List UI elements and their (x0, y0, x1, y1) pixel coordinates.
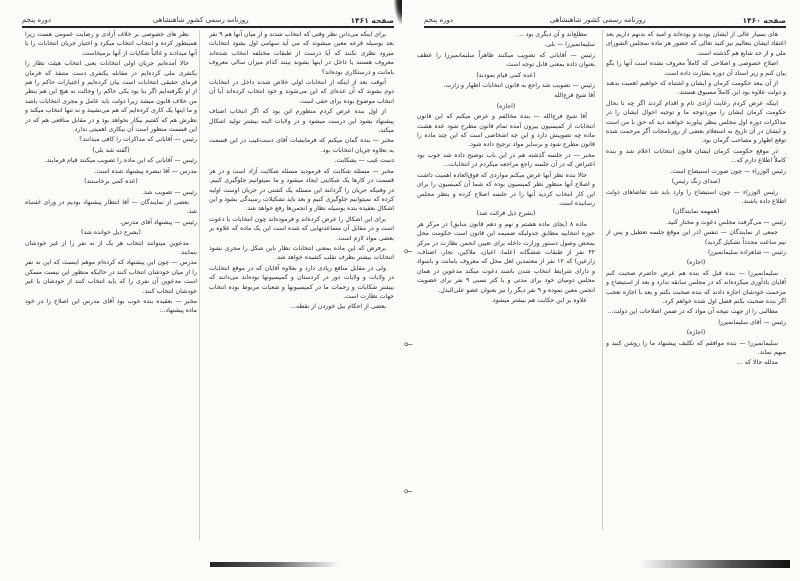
speaker-line: دست غیب — بشکایت. (334, 157, 394, 165)
scan-artifact (210, 562, 340, 567)
speaker-line: رئیس — آقای سلیمانمیرزا (718, 318, 786, 326)
paragraph: مدعوین میتوانند انتخاب هر یک از نه نفر را از غیر خودشان بنمایند. (25, 239, 197, 256)
stage-direction: (اجازه) (686, 329, 706, 337)
stage-direction: (همهمه نمایندگان) (672, 208, 720, 216)
paragraph: رئیس الوزراء — چون استیضاح را وارد باید شد تقاضاهای دولت اطلاع داده باشند. (606, 188, 786, 205)
speaker-line: رئیس — آقایانی که تصویب میکنند ظاهراً سلیمانمیرزا را عطف بعنوان داده بمعنی قابل توجه است. (417, 51, 595, 69)
journal-title: روزنامه رسمی کشور شاهنشاهی (152, 16, 249, 24)
paragraph: در موقع حکومت کرمان ایشان قانون انتخابات اعلام شد و بنده کاملاً اطلاع دارم که... (606, 147, 786, 165)
paragraph: آنوقت بعد از اینکه از انتخابات اولی خلاص شدند داخل در انتخابات دوم بشوند که آن عده‌ای که این می‌شوند و خود انتخاب کرده‌اند آیا آن انتخاب موضوع بوده برای حقی است. (209, 79, 394, 105)
speaker-line: رئیس — آقایانی که مذاکرات را کافی میدانند؟ (79, 136, 197, 144)
paragraph: علاوه بر این حکایت هم بیشتر میشود. (490, 296, 587, 304)
margin-annotation-mark: ⟜ (404, 484, 413, 497)
speaker-line: مخبر — در جلسه گذشته هم در این باب توضیح داده شد خوب بود اعتراض که در آن جلسه راجع مراجعه میکردم در انتخابات... (417, 151, 595, 169)
scan-artifact (640, 560, 790, 568)
speaker-line: رئیس — می‌گرفت مجلس دعوت و مختار کنید. (666, 218, 786, 226)
stage-direction: (عده کمی برخاستند) (84, 178, 138, 186)
paragraph: مطلع‌اند و آن دیگری بود ... (517, 31, 587, 38)
paragraph: بعضی از نمایندگان — آقا انتظار پیشنهاد بودیم در ورای اشتباه شد. (25, 198, 197, 216)
session-label: دوره پنجم (424, 16, 454, 24)
speaker-line: آقا شیخ فرج‌الله (554, 92, 595, 100)
paragraph: سلیمانمیرزا — بنده موافقم که تکلیف پیشنهاد ما را روشن کنید و مبهم نماند. (606, 339, 786, 356)
page-number: صفحه ۱۴۶۰ (742, 15, 786, 25)
stage-direction: (اجازه) (496, 102, 516, 110)
paragraph: اینکه عرض کردم رعایت آزادی تام و اقدام کردند اگر چه تا بحال حکومت کرمان ایشان را موردتوجه ما و توجیه احوال ایشان را در مذاکرات دوره اول مجلس بنظر بیاورند خواهند دید که حق با من است و ایشان در آن تاریخ به استعلام بعضی از روزنامجات آگر مرحمت شده توقع اظهار و مصاحب گرمان بود. (606, 99, 786, 145)
speaker-line: رئیس — تصویب شد. (141, 188, 197, 196)
paragraph: برای این اشکال را عرض کرده‌اند و فرموده‌اند چون انتخابات با دعوت است و در مقابل آن مساعدتهایی که شده است این یک ماده که علاوه بر بعضی مواد لازم است. (209, 215, 394, 242)
speaker-line: رئیس الوزراء — چون صورت استیضاح است. (670, 167, 786, 175)
column-divider (199, 30, 200, 540)
session-label: دوره پنجم (22, 16, 52, 24)
paragraph: ماده ۸ (بجای ماده هشتم و نهم و دهم قانون سابق) در مرکز هر حوزه انتخابیه مطابق جدولیکه ضمیمه این قانون است حکومت محل بمحض وصول دستور وزارت داخله برای تعیین انجمن نظارت در مرکز ۴۲ نفر از طبقات ششگانه (علما، اعیان، ملاکین، تجار، اصناف، زارعین) که ۱۲ نفر از معتمدین اهل محل که معروف بامانت و باسواد و دارای شرایط انتخاب شدن باشند دعوت میکند مدعوین در همان مجلس دومیان خود برای مدتی و با کثر نسبی ۹ نفر برای عضویت انجمن معین نموده و ۹ نفر دیگر را نیز بعنوان عضو علی‌البدل. (417, 220, 595, 294)
paragraph: حالا آمده‌ایم جریان اولی انتخابات یعنی انتخاب هیئت نظار را یکنفری ملی کرده‌ایم در مقابله یکنفری دست متنفذ که فرمان فرمای حقیقی انتخابات است بیان کرده‌ایم و اختیارات حاکم را هم از او نگرفته‌ایم اگر بنا بود یکی حاکم را وحالت نه‌ هیچ این هم بنظر من خلاف قانون میشد زیرا دولت باید عامل و مجری انتخابات باشد و ما اینها یک کاری کرده‌ایم که هم می‌نشیند و نه تنها انتخاب میکند و نظرش هم که کفتیم بیکار نخواهد بود و در مقابل منافعی هم که در این قسمت منظور است آن بیکاری اهمیتی ندارد. (25, 60, 197, 134)
stage-direction: (بشرح ذیل قرائت شد) (476, 210, 536, 218)
paragraph: جمعی از نمایندگان — تنفس (در این موقع جلسه تعطیل و پس از نیم ساعت مجدداً تشکیل گردید) (606, 229, 786, 246)
paragraph: حالا بنده نظر آنها عرض میکنم مواردی که فوق‌العاده اهمیت داشت و اصلاح آنها منظور نظر کمیسیون بوده که شما آن کمیسیون را برای این کار انتخاب کردید آنها را در جلسه اصلاح کرده و بنظر مجلس رسانیده است. (417, 171, 595, 207)
margin-annotation-mark: ⟜ (404, 337, 413, 350)
right-page (402, 0, 800, 581)
speaker-line: مخبر — بنده گمان میکنم که فرمایشات آقای دست‌غیب در این قسمت به بعلاوه جریان انتخابات بود. (209, 137, 394, 154)
paragraph: بعضی از احکام بیل خوردن از نقطه... (290, 303, 386, 311)
text-column-inner (209, 30, 394, 530)
paragraph: مدلله حالا که ... (736, 359, 778, 367)
speaker-line: مخبر — بعقیده بنده خوب بود آقای مدرس این اصلاح را در خود ماده پیشنهاد... (25, 297, 197, 315)
paragraph: مطالبی را از جهت نتیجه آن مواد که در ضمن اصلاحات این دولت... (607, 308, 778, 316)
speaker-line: مخبر — مسئله شکایت که فرمودید مسئله شکایت آزاد است و در هر قسمت در کارها یک شکایتی ایجاد میشود و ما نمیتوانیم جلوگیری کنیم. در وقتیکه جریان را گردانند این مسئله یک کشتی در جریان اوست اولیه کرده که نمیتوانیم جلوگیری کنیم و بعد باید تشکیلات رسیدگی بشود و این اشکال بعقیده بنده بوسیله نظار و انجمن‌ها رفع خواهد شد. (209, 167, 394, 213)
text-column-outer (25, 30, 197, 515)
speaker-line: مدرس — چون این پیشنهاد که کرده‌ام موهم اینست که این نه نفر را از میان خودشان انتخاب کنند در حالیکه منظور این نیست مسکن است مدعوین آن نفری را که باید انتخاب کنند از خودشان یا غیر خودشان انتخاب کنند. (25, 259, 197, 295)
page-number: صفحه ۱۴۶۱ (350, 15, 394, 25)
speaker-line: مدرس — آقا تبصره پیشنهاد شده است. (94, 167, 197, 175)
paragraph: آقا شیخ فرج‌الله — بنده مخالفم و عرض میکنم که این قانون انتخابات از کمیسیون بیرون آمده تمام قانون مطرح شود عده هشت ماده چه تصویبش دارد و این چه اشخاصی است که این چند ماده را قانون مطرح شود و برسایر مواد ترجیح داده شود. (417, 113, 595, 149)
speaker-line: رئیس — شاهزاده سلیمانمیرزا (708, 248, 786, 256)
stage-direction: (صدای زنگ رئیس) (671, 178, 721, 186)
page-header (22, 14, 394, 26)
paragraph: برای اینکه می‌دانن نظر وقتی که انتخاب شدند و از میان آنها هم ۹ نفر بعد بوسیله قرعه معین میشوند که می آید سهامی اول بشود انتخابات میرود نظری نکنند که آیا درست از طبقات مختلفه انتخاب شده‌اند معروف هستند یا داخل در اینها بشوند بینند کدام میزان سالی معروف بامانت و درستکاری بوده‌اند؟ (209, 31, 394, 76)
paragraph: نظر های خصوصی بر خلاف آزادی و رضایت عمومی هست زیرا همینطور کرده و انتجاب انتخاب میکرد و اختیار جریان انتخابات را با آنها میدادند و غالباً شکایات از آنها برمیخاست. (25, 31, 197, 57)
speaker-line: رئیس — تصویب شد راجع به قانون انتخابات اظهار و زارت. (443, 82, 595, 90)
paragraph: اصلاح خصوصی و اصلاحی که کاملاً معروف نشده است آنها را بگو بیان کنم و زیر اسناد آن دوره بشارت داده است. (606, 60, 786, 77)
text-column-outer (417, 30, 595, 530)
margin-annotation-mark: ⟜ (404, 244, 413, 257)
paragraph: های بسیار عالی از ایشان بودند و بوده‌اند و امید که بدنهم داریم بعد اعتقاد ایشان بتعالیم نیز کنید تعالی که حضور هر ماده بمجلس الشورای ملی و از حد شایع هم گذشته است. (606, 31, 786, 57)
stage-direction: (گفته شد بلی) (92, 146, 130, 154)
speaker-line: رئیس — پیشنهاد آقای مدرس. (119, 218, 197, 226)
journal-title: روزنامه رسمی کشور شاهنشاهی (549, 16, 646, 24)
paragraph: از آن ببعد حکومت کرمان و ایشان و اشتباه که خواهیم اهمیت بدهند و دولت علاوه بود این کاملاً مسبوق هستند. (606, 80, 786, 97)
page-header (424, 14, 786, 26)
column-divider (602, 30, 603, 530)
paragraph: برفرض که این ماده بمعنی انتخابات نظار باین شکل را مجری نشود انتخابات بیشتر بطرف تقلب کشیده خواهد شد. (209, 244, 394, 262)
header-rule (22, 26, 394, 28)
speaker-line: سلیمانمیرزا — بلی. (544, 41, 595, 49)
stage-direction: (عده کمی قیام نمودند) (476, 71, 536, 79)
text-column-inner (606, 30, 786, 500)
stage-direction: (بشرح ذیل خوانده شد) (81, 229, 141, 237)
paragraph: از اول بنده عرض کردم منظورم این بود که اگر انتخاب اصناف پیشنهاد بشود این درست میشود و در ولایات البته بیشتر تولید اشکال میکند. (209, 108, 394, 135)
header-rule (424, 26, 786, 28)
stage-direction: (اجازه) (686, 259, 706, 267)
paragraph: ولی در مقابل منافع زیادی دارد و بعلاوه آقایان که در موقع انتخابات در ولایات و ولایات دور در کردستان و کمیسیونها بوده‌اند می‌دانند که بیشتر شکایات و زحمات ما در کمیسیونها و شعبات مربوط بوده انتخاب جهات نظارت است. (209, 264, 394, 300)
speaker-line: رئیس — آقایانی که این ماده را تصویب میکنند قیام فرمایند. (44, 157, 197, 165)
paragraph: سلیمانمیرزا — بنده قبل که بنده هم عرض حاضرم صحبت کنم آقایان یادآوری میکرده‌اند که در مجلس سابقه ندارد و بعد از استیضاح و مرحمت خودشان اجازه دادند که بنده صحبت بکنم و بعد با اجازه تعجب اگر بنده صحبت بکنم فصل اول شده خواهم کرد. (606, 269, 786, 305)
